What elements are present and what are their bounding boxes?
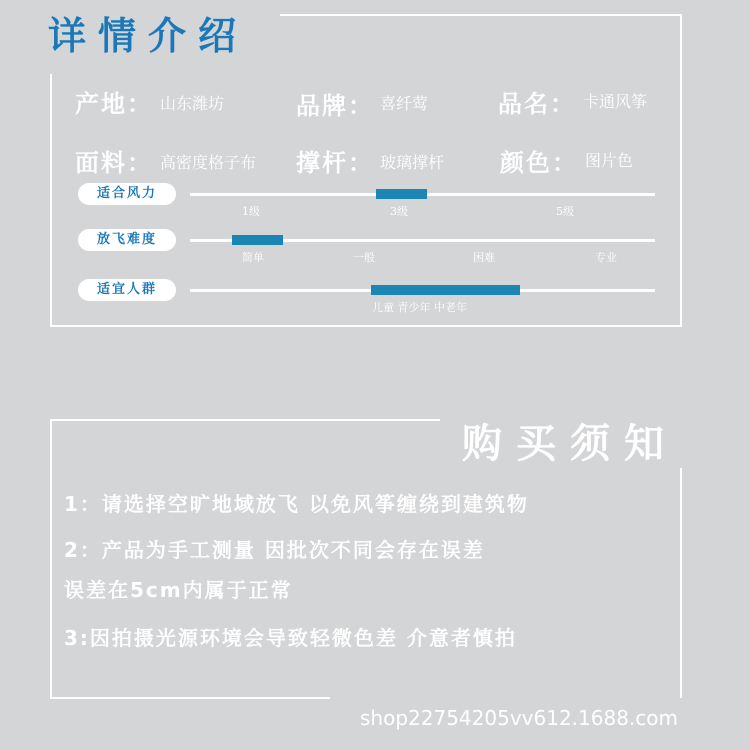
rating-tick-difficulty-normal: 一般 [353,251,375,264]
spec-label-color: 颜色： [500,149,578,177]
spec-label-origin: 产地： [75,90,153,118]
notice-item-2-cont: 误差在5cm内属于正常 [64,578,293,602]
notice-item-2: 2：产品为手工测量 因批次不同会存在误差 [64,538,485,562]
spec-value-brand: 喜纤莺 [380,94,429,113]
spec-label-name: 品名： [498,90,576,118]
rating-tick-wind-3: 3级 [390,205,408,218]
notice-frame-bottom [50,697,330,699]
spec-label-pole: 撑杆： [296,149,374,177]
rating-pill-audience: 适宜人群 [78,279,176,301]
rating-fill-audience [371,285,520,295]
spec-value-name: 卡通风筝 [583,92,648,111]
spec-value-color: 图片色 [585,151,634,170]
notice-item-1: 1：请选择空旷地域放飞 以免风筝缠绕到建筑物 [64,492,529,516]
notice-frame-right [680,468,682,698]
spec-label-brand: 品牌： [296,92,374,120]
rating-tick-audience: 儿童 青少年 中老年 [372,301,467,314]
notice-frame-left [50,419,52,699]
detail-title: 详情介绍 [48,14,249,58]
rating-tick-difficulty-hard: 困难 [473,251,495,264]
spec-label-fabric: 面料： [75,149,153,177]
notice-title: 购买须知 [462,421,678,467]
rating-tick-difficulty-easy: 简单 [242,251,264,264]
rating-pill-difficulty: 放飞难度 [78,229,176,251]
spec-value-fabric: 高密度格子布 [160,153,257,172]
detail-frame-bottom [50,325,682,327]
rating-pill-wind: 适合风力 [78,183,176,205]
spec-value-pole: 玻璃撑杆 [380,153,445,172]
spec-value-origin: 山东潍坊 [160,94,225,113]
rating-tick-wind-5: 5级 [556,205,574,218]
notice-item-3: 3:因拍摄光源环境会导致轻微色差 介意者慎拍 [64,626,517,650]
notice-frame-top [50,419,440,421]
detail-frame-top [280,14,680,16]
rating-fill-difficulty [232,235,283,245]
rating-tick-difficulty-pro: 专业 [595,251,617,264]
rating-tick-wind-1: 1级 [242,205,260,218]
rating-fill-wind [376,189,427,199]
shop-watermark: shop22754205vv612.1688.com [360,706,678,730]
detail-frame-right [680,14,682,327]
detail-frame-left [50,74,52,327]
